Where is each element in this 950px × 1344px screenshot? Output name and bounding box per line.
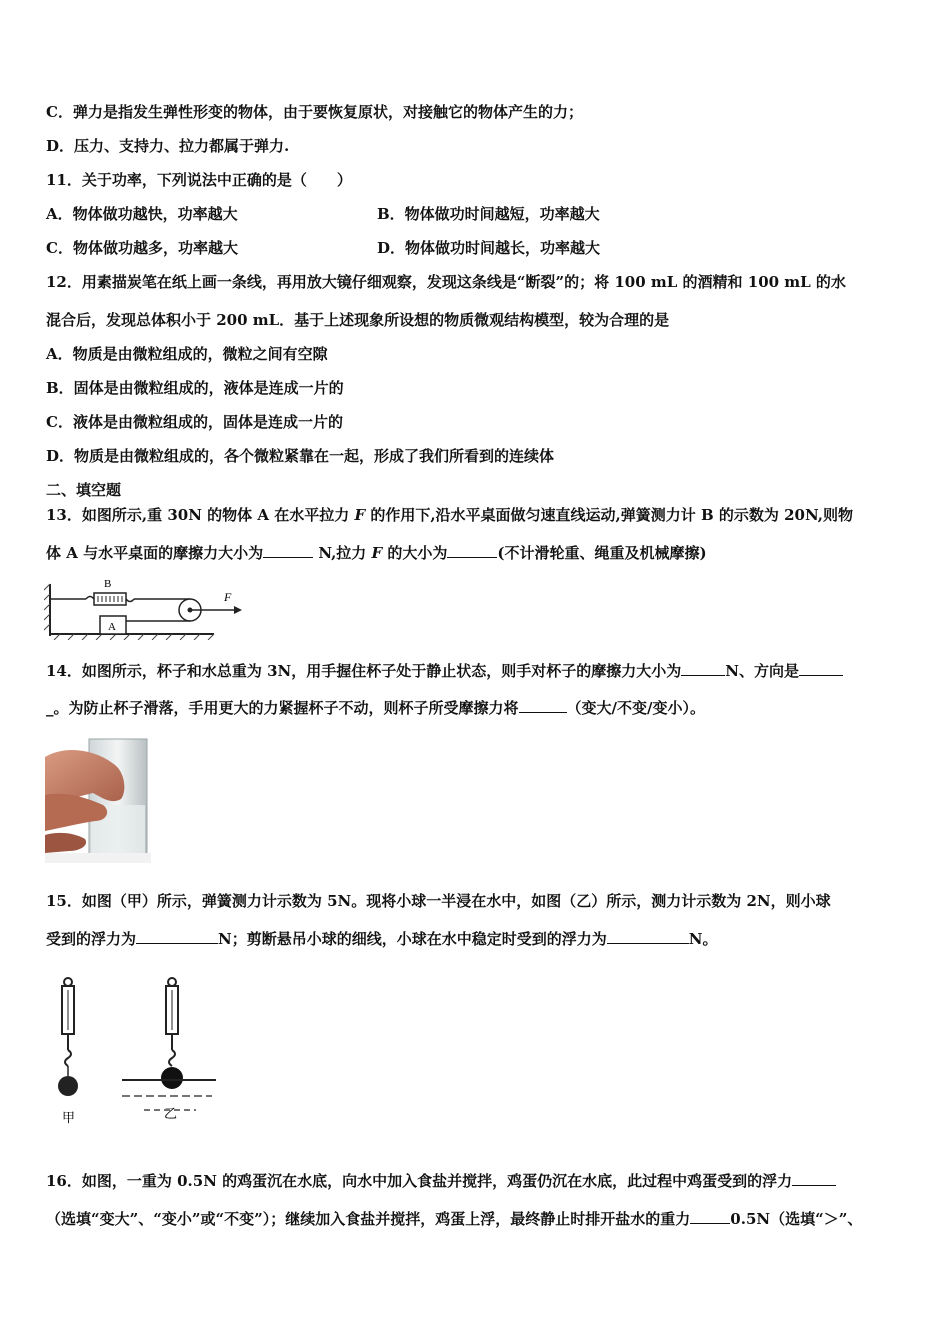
q14-line2: _。为防止杯子滑落，手用更大的力紧握杯子不动，则杯子所受摩擦力将 （变大/不变/变小）。 — [46, 699, 705, 717]
label-yi: 乙 — [164, 1106, 178, 1121]
q12-option-d: D．物质是由微粒组成的，各个微粒紧靠在一起，形成了我们所看到的连续体 — [46, 447, 555, 465]
q11-option-d: D．物体做功时间越长，功率越大 — [377, 239, 601, 257]
section-title: 二、填空题 — [46, 481, 122, 499]
label-jia: 甲 — [62, 1110, 76, 1125]
q11-stem: 11．关于功率，下列说法中正确的是（ ） — [46, 171, 352, 189]
q13-line2: 体 A 与水平桌面的摩擦力大小为 N,拉力 F 的大小为 (不计滑轮重、绳重及机械摩擦) — [46, 544, 707, 562]
pulley-figure — [44, 574, 244, 640]
label-b: B — [104, 578, 112, 590]
answer-blank[interactable] — [263, 543, 313, 558]
q11-option-a: A．物体做功越快，功率越大 — [46, 205, 238, 223]
label-f: F — [224, 590, 232, 604]
q10-option-c: C．弹力是指发生弹性形变的物体，由于要恢复原状，对接触它的物体产生的力； — [46, 103, 583, 121]
answer-blank[interactable] — [681, 661, 725, 676]
q10-option-d: D．压力、支持力、拉力都属于弹力. — [46, 137, 290, 155]
q12-stem-line1: 12．用素描炭笔在纸上画一条线，再用放大镜仔细观察，发现这条线是“断裂”的；将 100 mL 的酒精和 100 mL 的水 — [46, 273, 846, 291]
answer-blank[interactable] — [136, 929, 218, 944]
q11-option-c: C．物体做功越多，功率越大 — [46, 239, 238, 257]
q13-line1: 13．如图所示,重 30N 的物体 A 在水平拉力 F 的作用下,沿水平桌面做匀速直线运动,弹簧测力计 B 的示数为 20N,则物 — [46, 506, 853, 524]
label-a: A — [108, 621, 116, 633]
q14-line1: 14．如图所示，杯子和水总重为 3N，用手握住杯子处于静止状态，则手对杯子的摩擦力大小为 N、方向是 — [46, 661, 843, 681]
answer-blank[interactable] — [799, 661, 843, 676]
answer-blank[interactable] — [519, 698, 567, 713]
q12-stem-line2: 混合后，发现总体积小于 200 mL．基于上述现象所设想的物质微观结构模型，较为合理的是 — [46, 311, 670, 329]
q12-option-b: B．固体是由微粒组成的，液体是连成一片的 — [46, 379, 344, 397]
q12-option-c: C．液体是由微粒组成的，固体是连成一片的 — [46, 413, 343, 431]
answer-blank[interactable] — [447, 543, 497, 558]
q16-line2: （选填“变大”、“变小”或“不变”）；继续加入食盐并搅拌，鸡蛋上浮，最终静止时排开盐水的重力 0.5N（选填“＞”、 — [46, 1210, 863, 1228]
answer-blank[interactable] — [792, 1171, 836, 1186]
spring-scale-figure — [44, 972, 224, 1128]
answer-blank[interactable] — [607, 929, 689, 944]
q15-line1: 15．如图（甲）所示，弹簧测力计示数为 5N。现将小球一半浸在水中，如图（乙）所示，测力计示数为 2N，则小球 — [46, 892, 831, 910]
q12-option-a: A．物质是由微粒组成的，微粒之间有空隙 — [46, 345, 328, 363]
q16-line1: 16．如图，一重为 0.5N 的鸡蛋沉在水底，向水中加入食盐并搅拌，鸡蛋仍沉在水底，此过程中鸡蛋受到的浮力 — [46, 1171, 836, 1191]
q15-line2: 受到的浮力为 N；剪断悬吊小球的细线，小球在水中稳定时受到的浮力为 N。 — [46, 930, 718, 948]
hand-glass-photo — [45, 735, 151, 863]
q11-option-b: B．物体做功时间越短，功率越大 — [377, 205, 600, 223]
answer-blank[interactable] — [690, 1209, 730, 1224]
